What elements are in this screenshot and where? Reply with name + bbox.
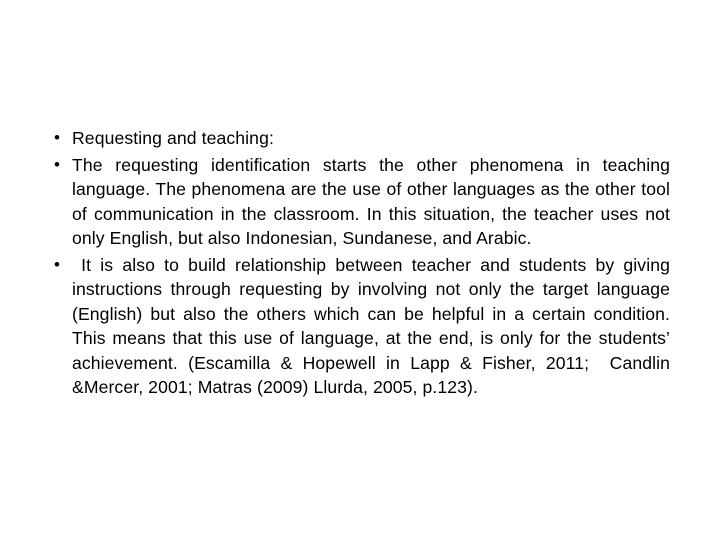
bullet-icon: • bbox=[54, 128, 60, 147]
bullet-list bbox=[50, 126, 675, 402]
bullet-item-build-relationship bbox=[50, 253, 675, 400]
bullet-text: It is also to build relationship between teacher and students by giving instructions through requesting by involving not only the target language (English) but also the others which can be helpful in a certain condition. This means that this use of language, at the end, is only for the students’ achievement. (Escamilla & Hopewell in Lapp & Fisher, 2011; Candlin &Mercer, 2001; Matras (2009) Llurda, 2005, p.123). bbox=[72, 254, 675, 397]
bullet-item-requesting-and-teaching bbox=[50, 126, 670, 151]
bullet-item-requesting-identification bbox=[50, 153, 670, 251]
bullet-icon: • bbox=[54, 154, 60, 174]
bullet-icon: • bbox=[54, 254, 60, 274]
bullet-text: Requesting and teaching: bbox=[72, 128, 274, 148]
bullet-text: The requesting identification starts the other phenomena in teaching language. The phenomena are the use of other languages as the other tool of communication in the classroom. In this situation, the teacher uses not only English, but also Indonesian, Sundanese, and Arabic. bbox=[72, 154, 670, 248]
